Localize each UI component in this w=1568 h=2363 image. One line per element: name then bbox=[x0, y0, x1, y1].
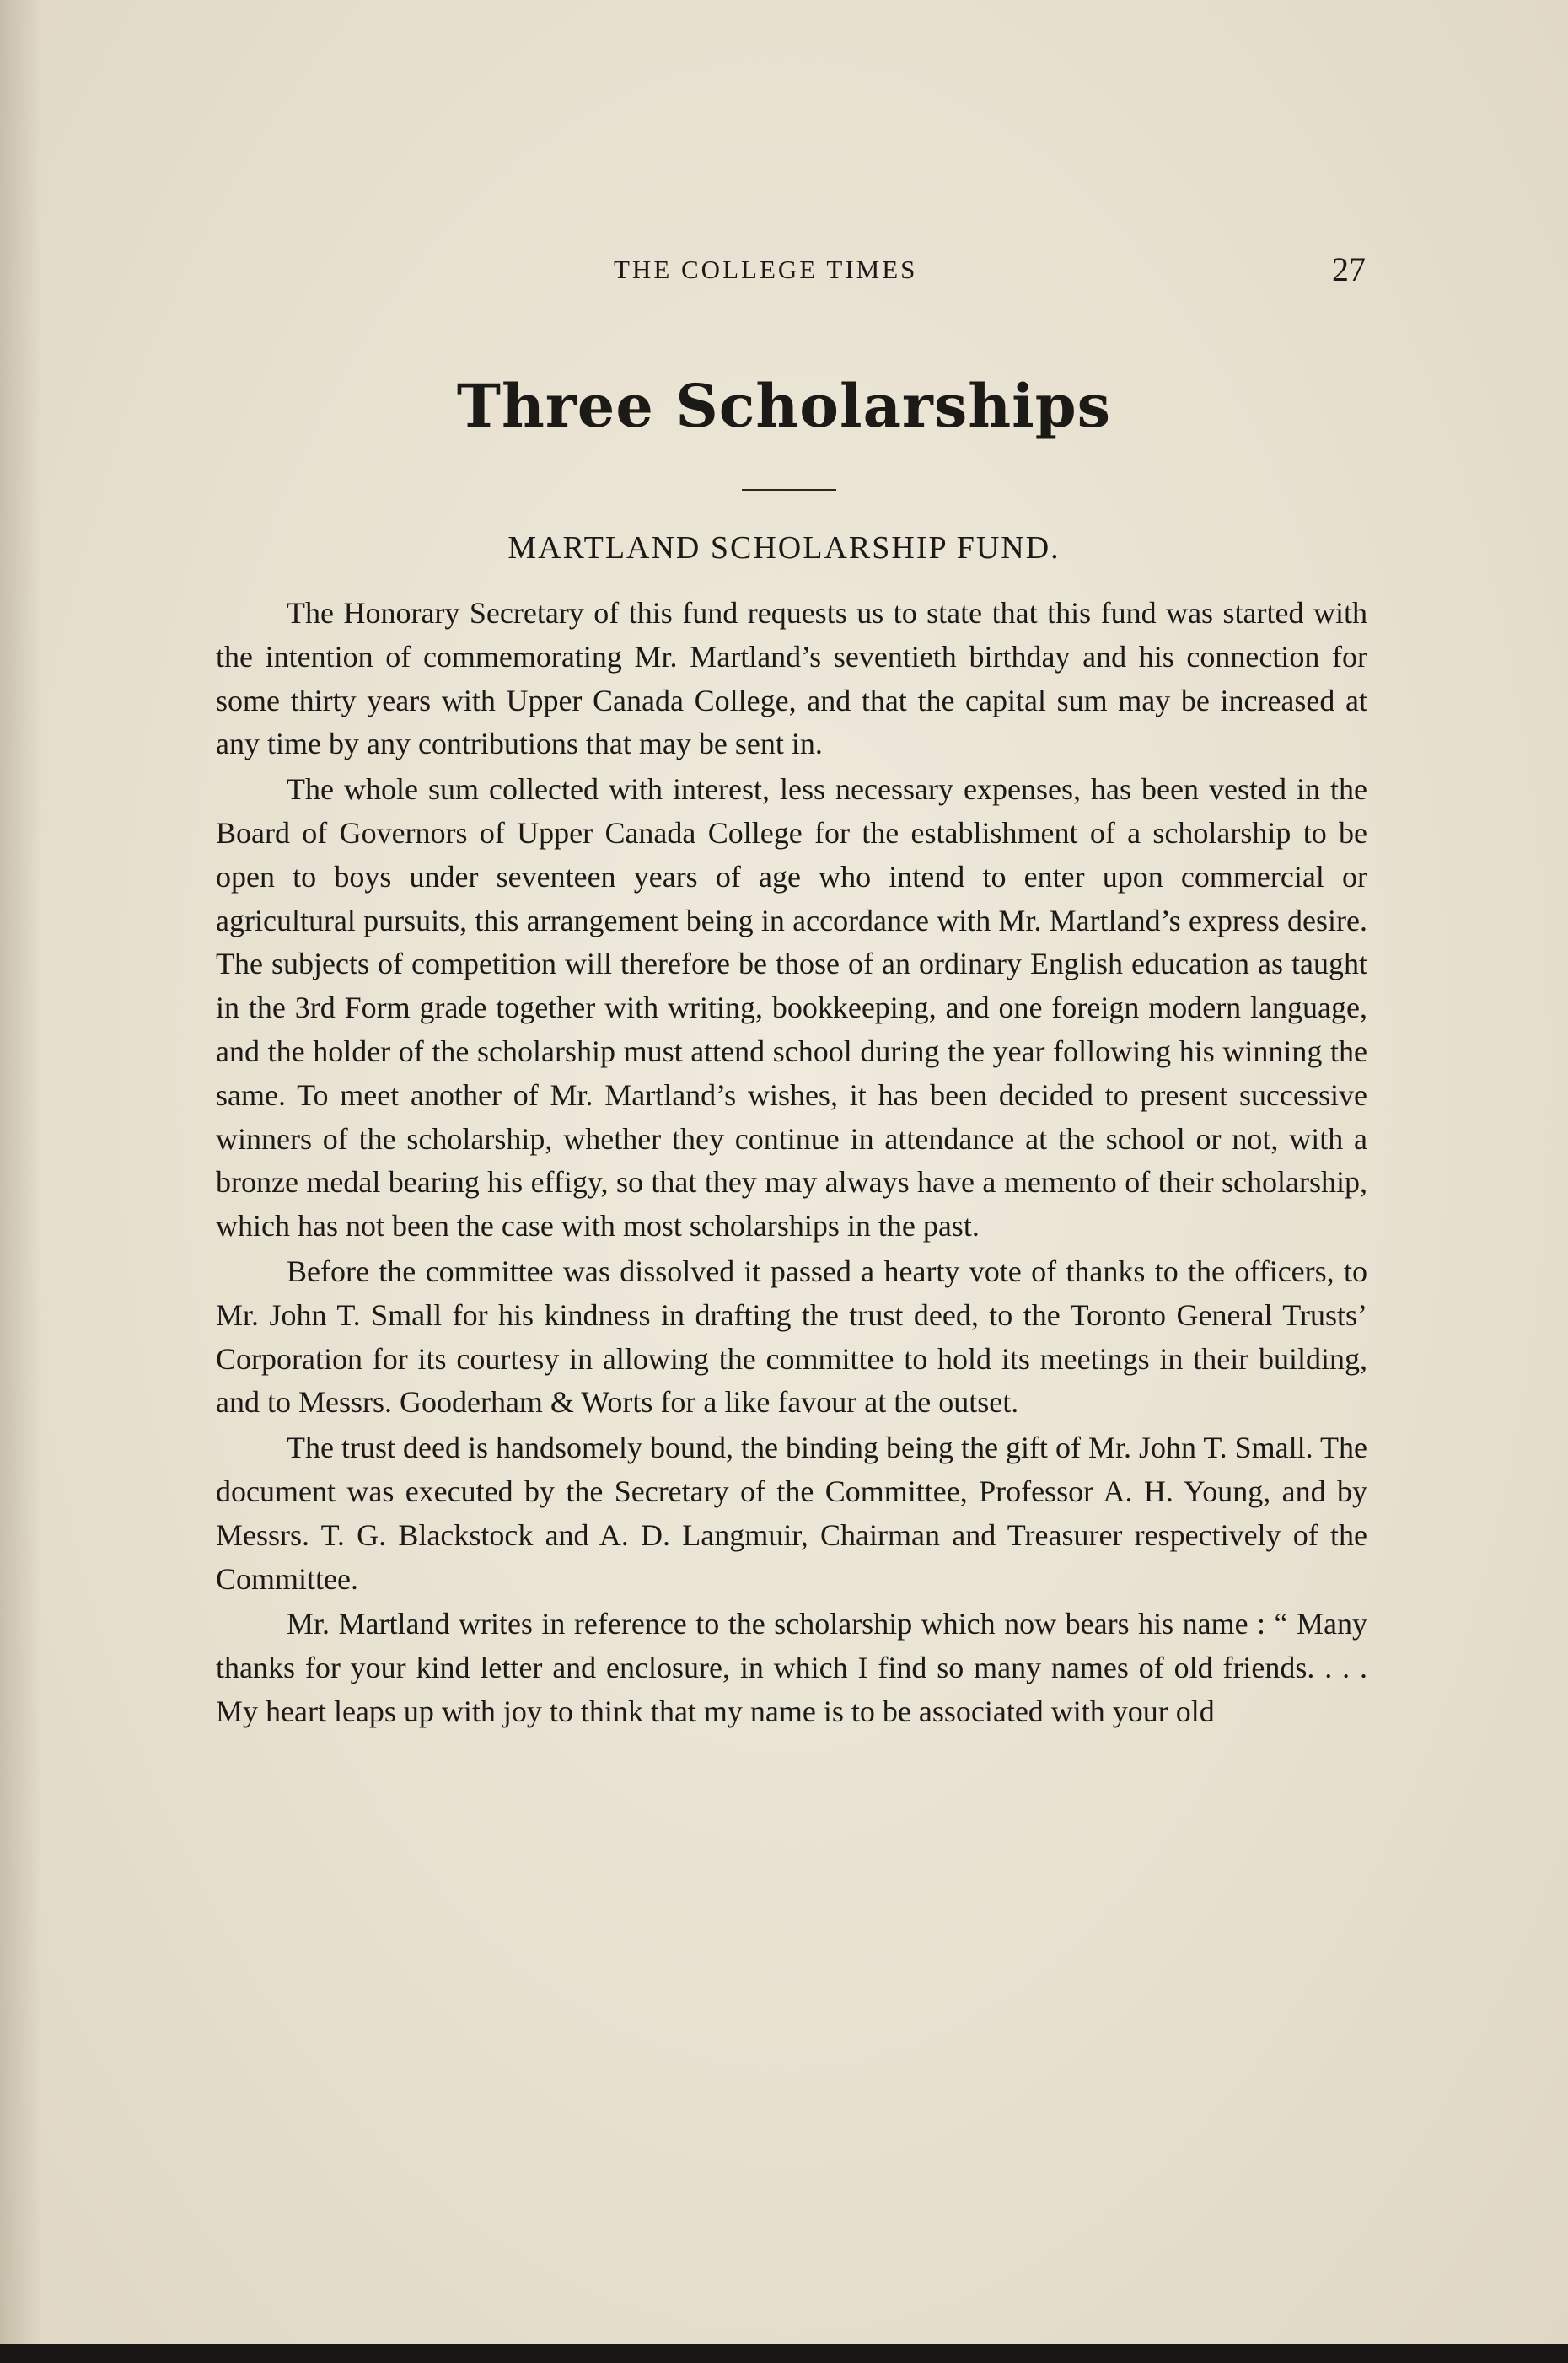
title-divider bbox=[742, 489, 836, 491]
journal-title: THE COLLEGE TIMES bbox=[614, 255, 918, 284]
page-bottom-edge bbox=[0, 2344, 1568, 2363]
paragraph: Before the committee was dissolved it passed a hearty vote of thanks to the officers, to Mr. John T. Small for his kindness in drafting the trust deed, to the Toronto General Trusts’ Corporation for its courtesy in allowing the committee to hold its meetings in their building, and to Messrs. Gooderham & Worts for a like favour at the outset. bbox=[216, 1254, 1367, 1420]
paragraph: The Honorary Secretary of this fund requests us to state that this fund was started with the intention of commemorating Mr. Martland’s seventieth birthday and his connection for some thirty years with Upper Canada College, and that the capital sum may be increased at any time by any contributions that may be sent in. bbox=[216, 596, 1367, 761]
spine-shadow bbox=[0, 0, 42, 2363]
article-title: Three Scholarships bbox=[456, 371, 1112, 441]
page-number: 27 bbox=[1332, 250, 1366, 288]
paragraph: The trust deed is handsomely bound, the binding being the gift of Mr. John T. Small. The document was executed by the Secretary of the Committee, Professor A. H. Young, and by Messrs. T. G. Blackstock and A. D. Langmuir, Chairman and Treasurer respectively of the Committee. bbox=[216, 1431, 1367, 1596]
section-heading: MARTLAND SCHOLARSHIP FUND. bbox=[507, 530, 1061, 566]
paragraph: The whole sum collected with interest, less necessary expenses, has been vested in the Board of Governors of Upper Canada College for the establishment of a scholarship to be open to boys under seventeen years of age who intend to enter upon commercial or agricultural pursuits, this arrangement being in accordance with Mr. Martland’s express desire. The subjects of competition will therefore be those of an ordinary English education as taught in the 3rd Form grade together with writing, bookkeeping, and one foreign modern language, and the holder of the scholarship must attend school during the year following his winning the same. To meet another of Mr. Martland’s wishes, it has been decided to present successive winners of the scholarship, whether they continue in attendance at the school or not, with a bronze medal bearing his effigy, so that they may always have a memento of their scholarship, which has not been the case with most scholarships in the past. bbox=[216, 772, 1367, 1243]
paragraph: Mr. Martland writes in reference to the scholarship which now bears his name : “ Many thanks for your kind letter and enclosure, in which I find so many names of old friends. . . . My heart leaps up with joy to think that my name is to be associated with your old bbox=[216, 1607, 1367, 1728]
article-body bbox=[216, 592, 1367, 1734]
running-head bbox=[0, 250, 1568, 288]
